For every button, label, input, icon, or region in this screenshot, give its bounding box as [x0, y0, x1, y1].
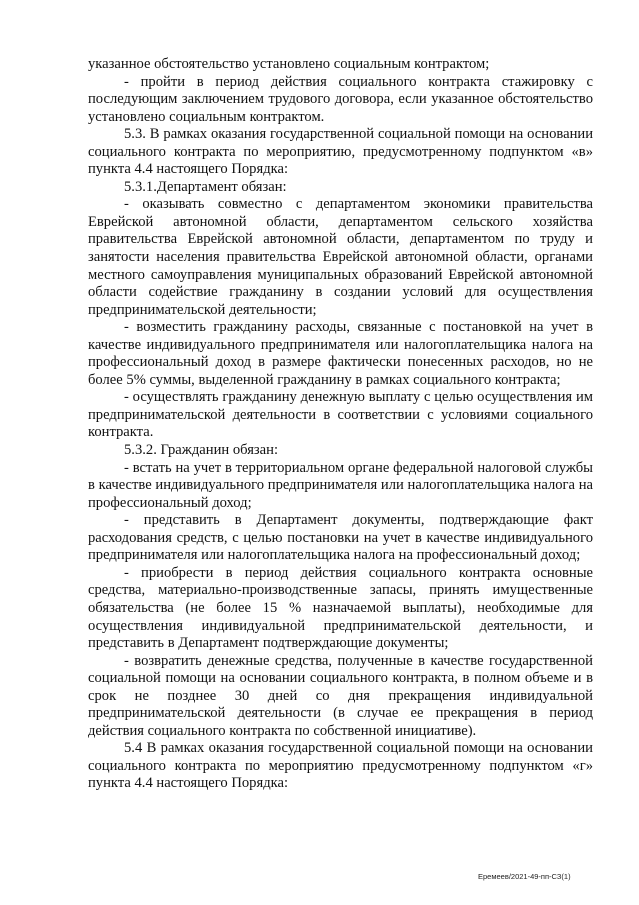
paragraph-5-3: 5.3. В рамках оказания государственной социальной помощи на основании социального контракта по мероприятию, предусмотренному подпунктом «в» пункта 4.4 настоящего Порядка:	[88, 126, 593, 178]
paragraph-continuation: указанное обстоятельство установлено социальным контрактом;	[88, 56, 490, 72]
paragraph-reimburse: - возместить гражданину расходы, связанные с постановкой на учет в качестве индивидуального предпринимателя или налогоплательщика налога на профессиональный доход в размере фактически понесенных расходов, но не более 5% суммы, выделенной гражданину в рамках социального контракта;	[88, 319, 593, 388]
paragraph-assist: - оказывать совместно с департаментом экономики правительства Еврейской автономной области, департаментом сельского хозяйства правительства Еврейской автономной области, департаментом по труду и занятости населения правительства Еврейской автономной области, органами местного самоуправления муниципальных образований Еврейской автономной области содействие гражданину в создании условий для осуществления предпринимательской деятельности;	[88, 196, 593, 318]
document-code-footer: Еремеев/2021-49-пп-СЗ(1)	[478, 872, 571, 881]
paragraph-5-3-1: 5.3.1.Департамент обязан:	[124, 178, 287, 195]
paragraph-acquire: - приобрести в период действия социального контракта основные средства, материально-производственные запасы, принять имущественные обязательства (не более 15 % назначаемой выплаты), необходимые для осуществления индивидуальной предпринимательской деятельности, и представить в Департамент подтверждающие документы;	[88, 564, 593, 652]
paragraph-register: - встать на учет в территориальном органе федеральной налоговой службы в качестве индивидуального предпринимателя или налогоплательщика налога на профессиональный доход;	[88, 459, 593, 511]
document-body	[88, 56, 593, 793]
paragraph-payment: - осуществлять гражданину денежную выплату с целью осуществления им предпринимательской деятельности в соответствии с условиями социального контракта.	[88, 389, 593, 441]
paragraph-5-4: 5.4 В рамках оказания государственной социальной помощи на основании социального контракта по мероприятию предусмотренному подпунктом «г» пункта 4.4 настоящего Порядка:	[88, 740, 593, 792]
paragraph-return-funds: - возвратить денежные средства, полученные в качестве государственной социальной помощи на основании социального контракта, в полном объеме и в срок не позднее 30 дней со дня прекращения индивидуальной предпринимательской деятельности (в случае ее прекращения в период действия социального контракта по собственной инициативе).	[88, 652, 593, 739]
paragraph-internship: - пройти в период действия социального контракта стажировку с последующим заключением трудового договора, если указанное обстоятельство установлено социальным контрактом.	[88, 73, 593, 125]
paragraph-5-3-2: 5.3.2. Гражданин обязан:	[124, 442, 279, 459]
paragraph-documents: - представить в Департамент документы, подтверждающие факт расходования средств, с целью постановки на учет в качестве индивидуального предпринимателя или налогоплательщика налога на профессиональный доход;	[88, 512, 593, 564]
